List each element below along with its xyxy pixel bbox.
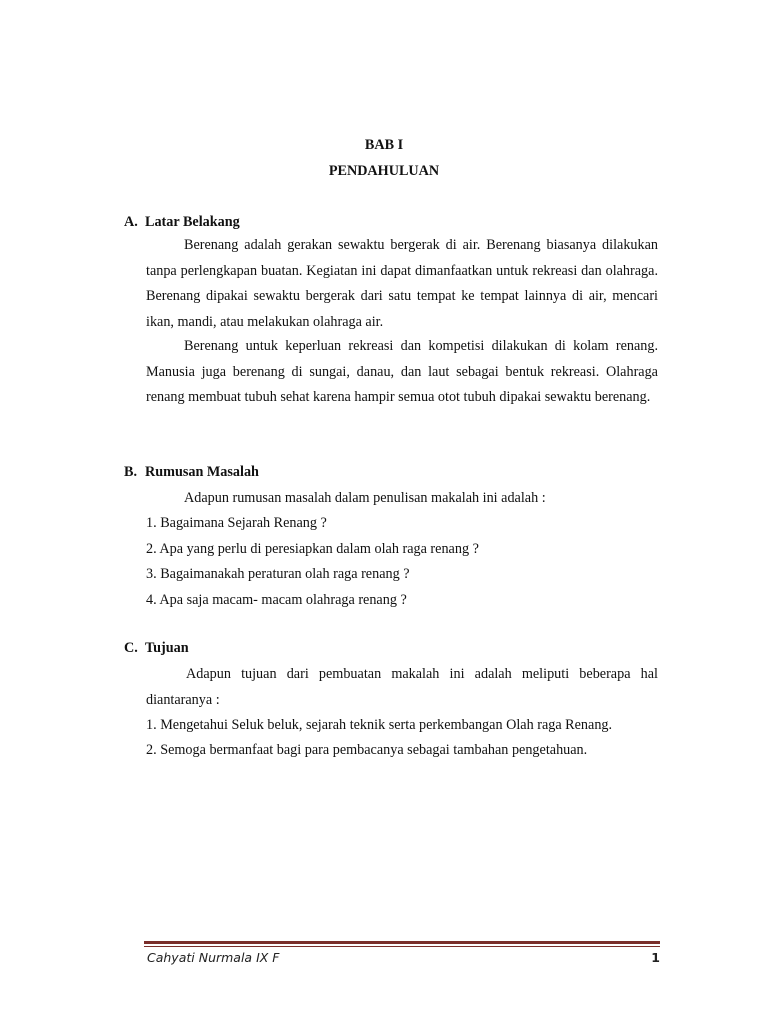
section-c-item-2: 2. Semoga bermanfaat bagi para pembacanya sebagai tambahan pengetahuan.: [146, 742, 588, 758]
section-a-paragraph-1: Berenang adalah gerakan sewaktu bergerak di air. Berenang biasanya dilakukan tanpa perlengkapan buatan. Kegiatan ini dapat dimanfaatkan untuk rekreasi dan olahraga. Berenang dipakai sewaktu bergerak dari satu tempat ke tempat lainnya di air, mencari ikan, mandi, atau melakukan olahraga air.: [146, 237, 658, 331]
footer-author: Cahyati Nurmala IX F: [147, 950, 280, 965]
section-b-letter: B.: [124, 464, 138, 480]
page-number: 1: [651, 950, 660, 965]
section-c-heading: [124, 640, 189, 657]
section-c-title: Tujuan: [145, 640, 189, 656]
section-a-paragraph-2: Berenang untuk keperluan rekreasi dan kompetisi dilakukan di kolam renang. Manusia juga berenang di sungai, danau, dan laut sebagai bentuk rekreasi. Olahraga renang membuat tubuh sehat karena hampir semua otot tubuh dipakai sewaktu berenang.: [146, 338, 658, 406]
section-b-intro: Adapun rumusan masalah dalam penulisan makalah ini adalah :: [184, 490, 546, 506]
section-a-letter: A.: [124, 214, 138, 230]
section-a-heading: [124, 214, 240, 231]
section-b-item-2: 2. Apa yang perlu di peresiapkan dalam olah raga renang ?: [146, 541, 479, 557]
section-c-item-1: 1. Mengetahui Seluk beluk, sejarah teknik serta perkembangan Olah raga Renang.: [146, 717, 613, 733]
section-b-heading: [124, 464, 259, 481]
chapter-label: BAB I: [364, 137, 404, 153]
section-b-item-4: 4. Apa saja macam- macam olahraga renang ?: [146, 592, 407, 608]
section-b-item-1: 1. Bagaimana Sejarah Renang ?: [146, 515, 327, 531]
section-b-title: Rumusan Masalah: [145, 464, 259, 480]
section-a-title: Latar Belakang: [145, 214, 240, 230]
section-b-item-3: 3. Bagaimanakah peraturan olah raga renang ?: [146, 566, 410, 582]
footer-rule-thin: [144, 946, 660, 947]
section-c-letter: C.: [124, 640, 138, 656]
footer-rule-thick: [144, 941, 660, 944]
chapter-title: PENDAHULUAN: [328, 163, 440, 179]
section-c-intro: Adapun tujuan dari pembuatan makalah ini adalah meliputi beberapa hal diantaranya :: [146, 666, 658, 708]
